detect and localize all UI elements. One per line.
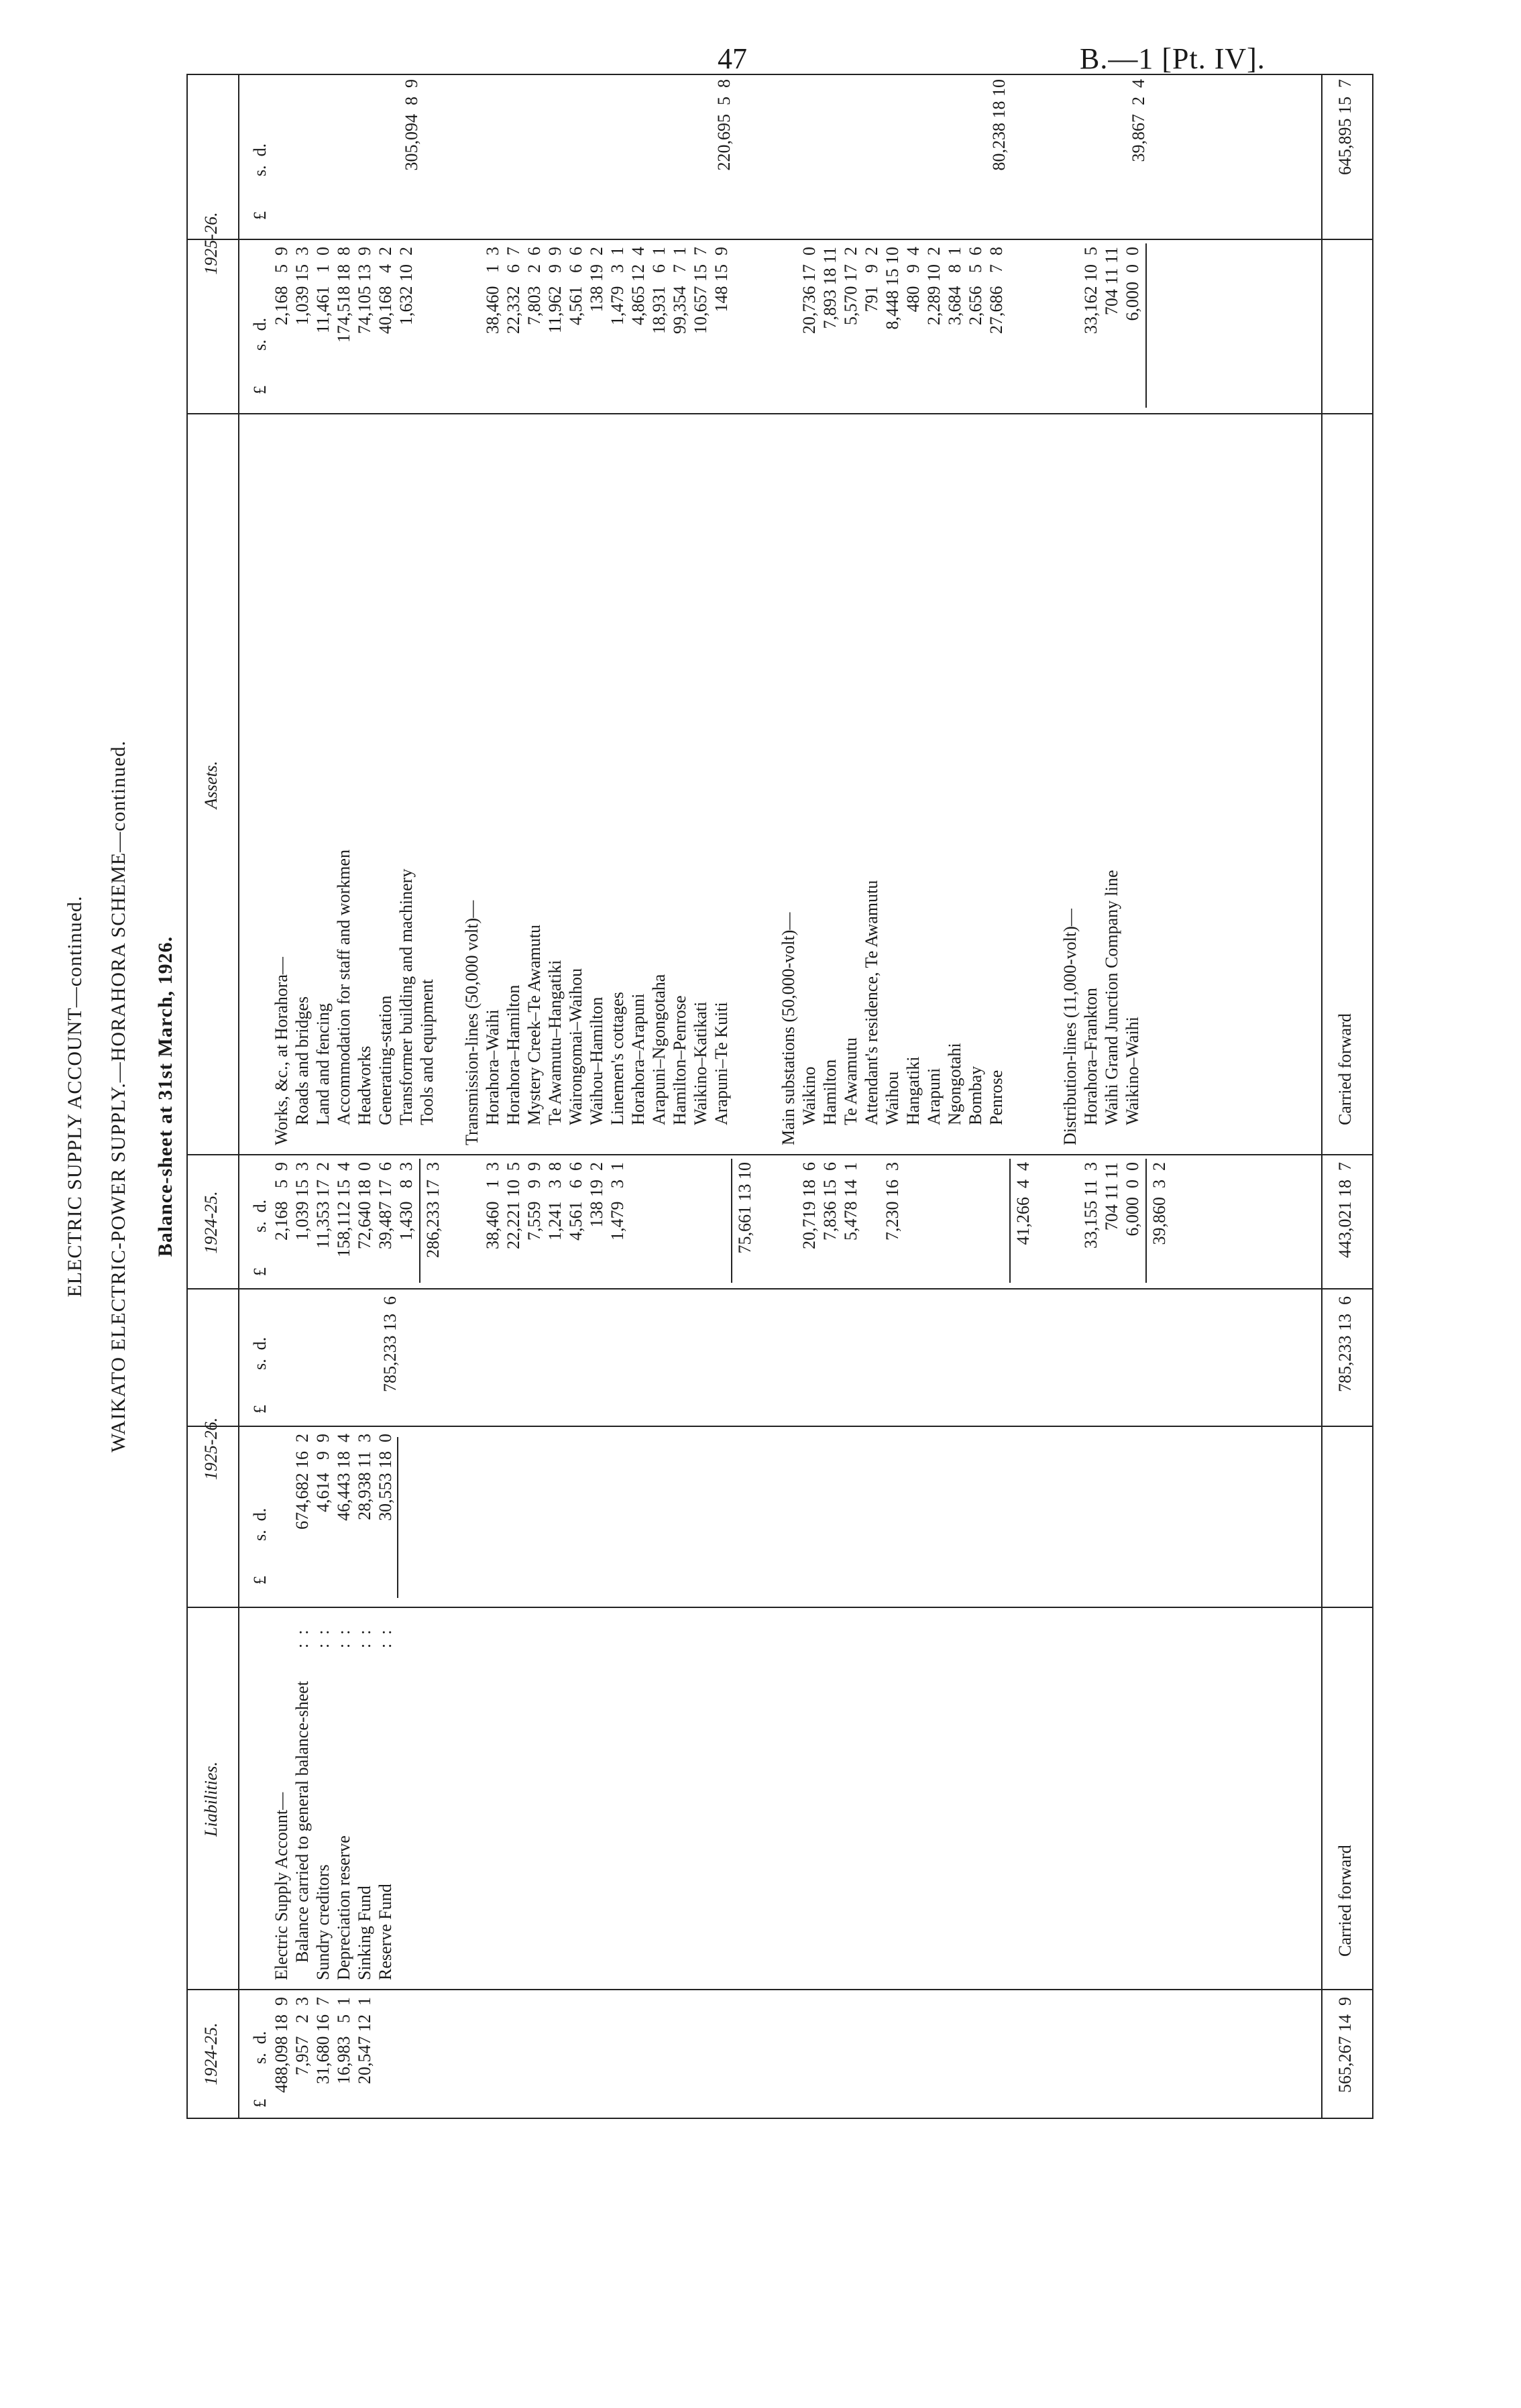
scheme-title: WAIKATO ELECTRIC-POWER SUPPLY.—HORAHORA SCHEME—continued. [107, 740, 129, 1453]
liabilities-curr-values: 674,682 16 2 4,614 9 9 46,443 18 4 28,938 11 3 30,553 18 0 [292, 1434, 395, 1530]
liabilities-carried-curr: 785,233 13 6 [1335, 1296, 1355, 1392]
transmission-curr-total: 220,695 5 8 [714, 79, 734, 171]
works-items: Roads and bridges Land and fencing Accommodation for staff and workmen Headworks Generating-station Transformer building and machinery Tools and equipment [292, 849, 437, 1125]
rotated-balance-sheet [0, 74, 1375, 2119]
distribution-items: Horahora–Frankton Waihi Grand Junction Company line Waikino–Waihi [1081, 870, 1142, 1125]
assets-header: Assets. [201, 760, 221, 809]
lsd-label: £ s. d. [250, 2030, 270, 2108]
liabilities-items: Electric Supply Account— Balance carried to general balance-sheet Sundry creditors Depreciation reserve Sinking Fund Reserve Fund [272, 1680, 395, 1980]
distribution-prev-values: 33,155 11 3 704 11 11 6,000 0 0 [1081, 1162, 1142, 1249]
lsd-label: £ s. d. [250, 1336, 270, 1414]
liabilities-carried-prev: 565,267 14 9 [1335, 1997, 1355, 2093]
balance-sheet-table [186, 74, 1373, 2119]
assets-carried-label: Carried forward [1335, 1013, 1355, 1125]
assets-prev-year-header: 1924-25. [201, 1191, 221, 1254]
transmission-prev-values: 38,460 1 3 22,221 10 5 7,559 9 9 1,241 3 8 4,561 6 6 138 19 2 1,479 3 1 [483, 1162, 627, 1249]
works-curr-total: 305,094 8 9 [402, 79, 421, 171]
liabilities-prev-values: 488,098 18 9 7,957 2 3 31,680 16 7 16,983 5 1 20,547 12 1 [272, 1997, 374, 2093]
distribution-heading: Distribution-lines (11,000-volt)— [1060, 909, 1080, 1145]
transmission-items: Horahora–Waihi Horahora–Hamilton Mystery Creek–Te Awamutu Te Awamutu–Hangatiki Wairongomai–Waihou Waihou–Hamilton Linemen's cottages Horahora–Arapuni Arapuni–Ngongotaha Hamilton–Penrose Waikino–Katikati Arapuni–Te Kuiti [483, 924, 731, 1125]
page-number: 47 [718, 42, 747, 75]
liabilities-header: Liabilities. [201, 1762, 221, 1837]
distribution-curr-values: 33,162 10 5 704 11 11 6,000 0 0 [1081, 247, 1142, 334]
substations-prev-total: 41,266 4 4 [1013, 1162, 1033, 1245]
lsd-label: £ s. d. [250, 1507, 270, 1585]
liabilities-carried-label: Carried forward [1335, 1845, 1355, 1957]
distribution-prev-total: 39,860 3 2 [1149, 1162, 1169, 1245]
assets-curr-year-header: 1925-26. [201, 212, 221, 275]
leader-dots: : : : : : : : : : : [292, 1629, 395, 1648]
liabilities-curr-year-header: 1925-26. [201, 1417, 221, 1481]
assets-carried-prev: 443,021 18 7 [1335, 1162, 1355, 1258]
substations-heading: Main substations (50,000-volt)— [779, 912, 798, 1145]
document-reference: B.—1 [Pt. IV]. [1080, 42, 1265, 75]
works-curr-values: 2,168 5 9 1,039 15 3 11,461 1 0 174,518 18 8 74,105 13 9 40,168 4 2 1,632 10 2 [272, 247, 416, 343]
transmission-prev-total: 75,661 13 10 [735, 1162, 754, 1254]
assets-carried-curr: 645,895 15 7 [1335, 79, 1355, 175]
substations-curr-total: 80,238 18 10 [989, 79, 1009, 171]
works-heading: Works, &c., at Horahora— [272, 957, 291, 1145]
substations-prev-values: 20,719 18 6 7,836 15 6 5,478 14 1 7,230 16 3 [799, 1162, 902, 1249]
lsd-label: £ s. d. [250, 317, 270, 394]
transmission-heading: Transmission-lines (50,000 volt)— [462, 900, 482, 1145]
works-prev-total: 286,233 17 3 [423, 1162, 443, 1258]
liabilities-prev-year-header: 1924-25. [201, 2022, 221, 2085]
lsd-label: £ s. d. [250, 1199, 270, 1276]
works-prev-values: 2,168 5 9 1,039 15 3 11,353 17 2 158,112 15 4 72,640 18 0 39,487 17 6 1,430 8 3 [272, 1162, 416, 1258]
lsd-label: £ s. d. [250, 143, 270, 220]
substations-items: Waikino Hamilton Te Awamutu Attendant's residence, Te Awamutu Waihou Hangatiki Arapuni Ngongotahi Bombay Penrose [799, 880, 1006, 1125]
substations-curr-values: 20,736 17 0 7,893 18 11 5,570 17 2 791 9 2 8,448 15 10 480 9 4 2,289 10 2 3,684 8 1 2,656 5 6 27,686 7 8 [799, 247, 1006, 334]
distribution-curr-total: 39,867 2 4 [1129, 79, 1148, 162]
transmission-curr-values: 38,460 1 3 22,332 6 7 7,803 2 6 11,962 9 9 4,561 6 6 138 19 2 1,479 3 1 4,865 12 4 18,931 6 1 99,354 7 1 10,657 15 7 148 15 9 [483, 247, 731, 334]
balance-sheet-title: Balance-sheet at 31st March, 1926. [154, 935, 176, 1257]
liabilities-curr-total: 785,233 13 6 [380, 1296, 400, 1392]
account-title: ELECTRIC SUPPLY ACCOUNT—continued. [64, 895, 86, 1298]
